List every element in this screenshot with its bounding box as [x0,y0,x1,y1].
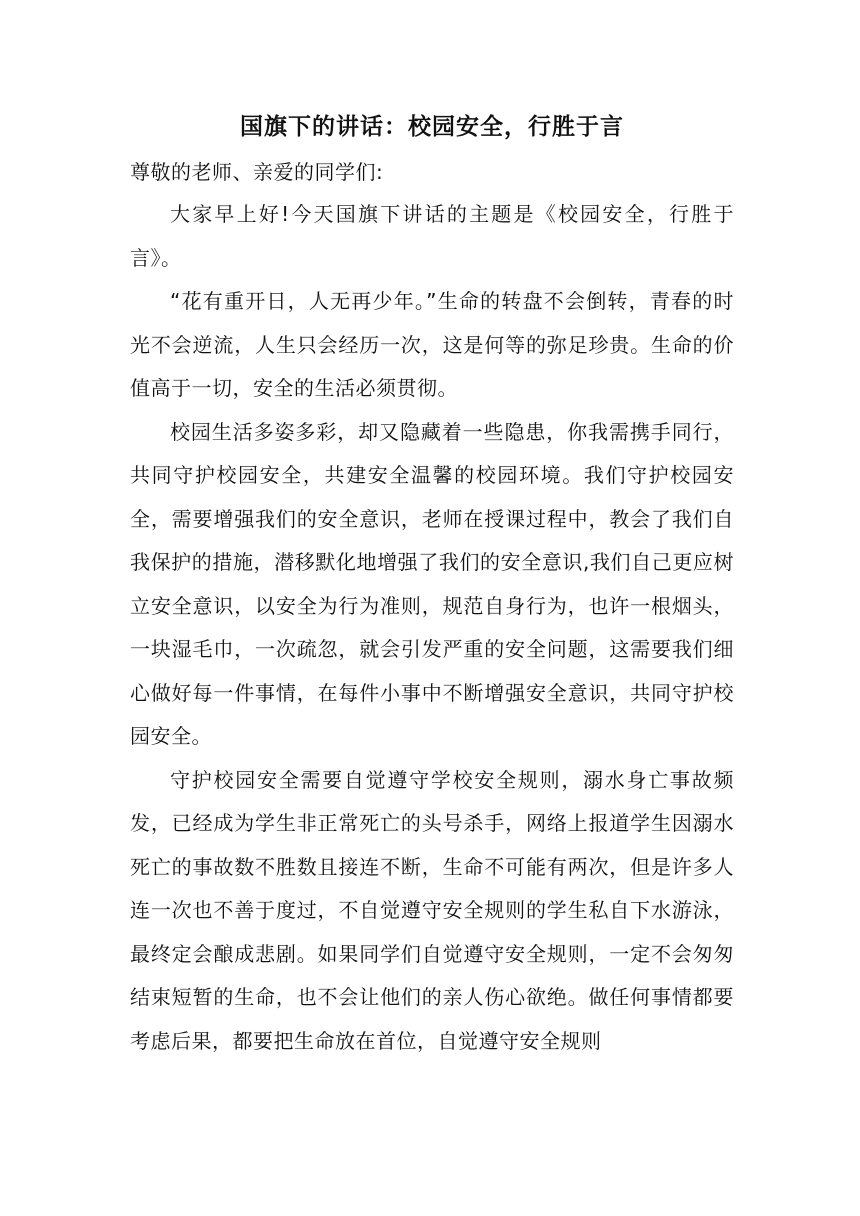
paragraph-greeting: 大家早上好!今天国旗下讲话的主题是《校园安全，行胜于言》。 [130,202,734,270]
salutation: 尊敬的老师、亲爱的同学们: [130,160,384,184]
paragraph-life-value: “花有重开日，人无再少年。”生命的转盘不会倒转，青春的时光不会逆流，人生只会经历一次，这是何等的弥足珍贵。生命的价值高于一切，安全的生活必须贯彻。 [130,289,734,400]
document-body [130,105,734,1063]
paragraph-safety-rules: 守护校园安全需要自觉遵守学校安全规则，溺水身亡事故频发，已经成为学生非正常死亡的头号杀手，网络上报道学生因溺水死亡的事故数不胜数且接连不断，生命不可能有两次，但是许多人连一次也不善于度过，不自觉遵守安全规则的学生私自下水游泳，最终定会酿成悲剧。如果同学们自觉遵守安全规则，一定不会匆匆结束短暂的生命，也不会让他们的亲人伤心欲绝。做任何事情都要考虑后果，都要把生命放在首位，自觉遵守安全规则 [130,767,734,1053]
paragraph-safety-awareness: 校园生活多姿多彩，却又隐藏着一些隐患，你我需携手同行，共同守护校园安全，共建安全温馨的校园环境。我们守护校园安全，需要增强我们的安全意识，老师在授课过程中，教会了我们自我保护的措施，潜移默化地增强了我们的安全意识,我们自己更应树立安全意识，以安全为行为准则，规范自身行为，也许一根烟头，一块湿毛巾，一次疏忽，就会引发严重的安全问题，这需要我们细心做好每一件事情，在每件小事中不断增强安全意识，共同守护校园安全。 [130,419,734,748]
document-title: 国旗下的讲话：校园安全，行胜于言 [240,114,624,140]
